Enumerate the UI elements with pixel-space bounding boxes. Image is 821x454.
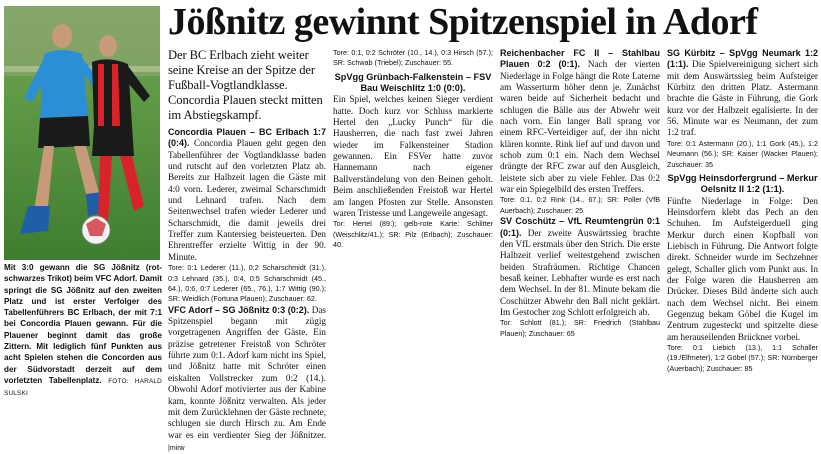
article-4-head: Reichenbacher FC II – Stahlbau Plauen 0:2 (0:1). bbox=[500, 48, 660, 70]
article-5-head: SV Coschütz – VfL Reumtengrün 0:1 (0:1). bbox=[500, 216, 660, 238]
article-7-stats: Tore: 0:1 Liebich (13.), 1:1 Schaller (19./Elfmeter), 1:2 Göbel (57.); SR: Nürnberger (Auerbach); Zuschauer: 85 bbox=[667, 343, 818, 373]
article-1-stats: Tore: 0:1 Lederer (11.), 0:2 Scharschmidt (31.), 0:3 Lehnard (35.), 0:4, 0:5 Scharschmidt (45., 64.), 0:6, 0:7 Lederer (65., 76.), 1:7 Wittig (90.); SR: Weidlich (Fortuna Plauen); Zuschauer: 62. bbox=[168, 263, 326, 304]
photo-credit: FOTO: HARALD SULSKI bbox=[4, 377, 162, 398]
article-5-stats: Tor: Schlott (81.); SR: Friedrich (Stahlbau Plauen); Zuschauer: 65 bbox=[500, 318, 660, 338]
article-6-head: SG Kürbitz – SpVgg Neumark 1:2 (1:1). bbox=[667, 48, 818, 70]
article-2-body: Das Spitzenspiel begann mit zügig vorgetragenen Angriffen der Gäste. Ein präzise getretener Freistoß von Schröter führte zum 0:1. Adorf kam nicht ins Spiel, und Jößnitz hatte mit Schröter einen eiskalten Vollstrecker zum 0:2 (14.). Obwohl Adorf motivierter aus der Kabine kam, konnte Jößnitz verwalten. Als jeder mit dem Zurücklehnen der Gäste rechnete, schlugen sie durch Hirsch zu. Am Ende war es ein verdienter Sieg der Jößnitzer. bbox=[168, 304, 326, 440]
article-6-body: Die Spielvereinigung sichert sich mit dem Auswärtssieg beim Aufsteiger Kürbitz den dritten Platz. Astermann brachte die Gäste in Führung, die Gork kurz vor der Halbzeit egalisierte. In der 56. Minute war es Neumann, der zum 1:2 traf. bbox=[667, 59, 819, 138]
column-1 bbox=[168, 48, 326, 452]
article-5-body: Der zweite Auswärtssieg brachte den VfL erstmals über den Strich. Die erste Halbzeit verlief weitestgehend zwischen beiden Strafräumen. Richtige Chancen besaß keiner. Lebhafter wurde es erst nach dem Wechsel. In der 81. Minute bekam die Coschützer Abwehr den Ball nicht geklärt. Im Gestocher zog Schlott erfolgreich ab. bbox=[500, 227, 661, 318]
photo-caption bbox=[4, 262, 162, 398]
article-2-head: VFC Adorf – SG Jößnitz 0:3 (0:2). bbox=[168, 304, 310, 315]
article-2-signature: |mirw bbox=[168, 444, 185, 452]
article-4-body: Nach der vierten Niederlage in Folge hängt die Rote Laterne am Wasserturm höher denn je. Zunächst waren beide auf Sicherheit bedacht und schlugen die Bälle aus der Abwehr weit nach vorn. Ein langer Ball sprang vor einem RFC-Verteidiger auf, der ihn nicht klären konnte. Rink lief auf und davon und schob zum 0:1 ein. Nach dem Wechsel drängte der RFC zwar auf den Ausgleich, leistete sich aber zu viele Fehler. Das 0:2 war ein Spiegelbild des ersten Treffers. bbox=[500, 59, 661, 195]
article-7-body: Fünfte Niederlage in Folge: Den Heinsdorfern klebt das Pech an den Schuhen. Im Aufsteigerduell ging Merkur durch einen Kopfball von Liebisch in Führung. Die Antwort folgte direkt. Schneider wurde im Sechzehner gelegt, Schaller glich vom Punkt aus. In der Folge waren die Hausherren am Drücker. Dieses Bild änderte sich auch nach dem Wechsel nicht. Bei einem Gegenzug bekam Göbel die Kugel im Zentrum zugesteckt und spitzelte diese am herauseilenden Brückner vorbei. bbox=[667, 195, 818, 342]
article-1-head: Concordia Plauen – BC Erlbach 1:7 (0:4). bbox=[168, 127, 326, 149]
article-4 bbox=[500, 48, 660, 195]
article-3-body: Ein Spiel, welches keinen Sieger verdient hatte. Doch kurz vor Schluss markierte Hertel den „Lucky Punch“ für die Hausherren, die nach fast zwei Jahren wieder im Falkensteiner Stadion gewannen. Ein FSVer hatte zuvor Hannemann nach eigener Ballverständelung von den Beinen geholt. Beim anschließenden Freistoß war Hertel am langen Pfosten zur Stelle. Ansonsten waren Tristesse und Langeweile angesagt. bbox=[333, 94, 493, 218]
headline: Jößnitz gewinnt Spitzenspiel in Adorf bbox=[168, 1, 758, 43]
article-6 bbox=[667, 48, 818, 139]
article-2-stats: Tore: 0:1, 0:2 Schröter (10., 14.), 0:3 Hirsch (57.); SR: Schwab (Triebel); Zuschauer: 55. bbox=[333, 48, 493, 68]
article-4-stats: Tore: 0:1, 0:2 Rink (14., 67.); SR: Poller (VfB Auerbach); Zuschauer: 25 bbox=[500, 195, 660, 215]
column-4 bbox=[667, 48, 818, 398]
article-1-body: Concordia Plauen geht gegen den Tabellenführer der Vogtlandklasse baden und rutscht auf den vorletzten Platz ab. Bereits zur Halbzeit lagen die Gäste mit 4:0 vorn. Lederer, zweimal Scharschmidt und Lehnard trafen. Nach dem Seitenwechsel trafen wieder Lederer und Scharschmidt, die damit jeweils drei Treffer zum Kantersieg beisteuerten. Den Ehrentreffer erzielte Wittig in der 90. Minute. bbox=[168, 138, 326, 262]
article-2 bbox=[168, 305, 326, 454]
article-7-head: SpVgg Heinsdorfergrund – Merkur Oelsnitz II 1:2 (1:1). bbox=[667, 172, 818, 195]
column-2 bbox=[333, 48, 493, 398]
caption-text: Mit 3:0 gewann die SG Jößnitz (rot-schwarzes Trikot) beim VFC Adorf. Damit springt die SG Jößnitz auf den zweiten Platz und ist erster Verfolger des Tabellenführers BC Erlbach, der mit 7:1 bei Concordia Plauen gewann. Für die Plauener beginnt damit das große Zittern. Mit lediglich fünf Punkten aus acht Spielen stehen die Concorden aus der Südvorstadt derzeit auf dem vorletzten Tabellenplatz. bbox=[4, 263, 163, 385]
article-6-stats: Tore: 0:1 Astermann (20.), 1:1 Gork (45.), 1:2 Neumann (56.); SR: Kaiser (Wacker Plauen); Zuschauer: 35 bbox=[667, 138, 818, 169]
article-5 bbox=[500, 216, 660, 318]
column-3 bbox=[500, 48, 660, 398]
match-photo bbox=[4, 6, 160, 260]
lead-paragraph: Der BC Erlbach zieht weiter seine Kreise an der Spitze der Fußball-Vogtlandklasse. Concordia Plauen steckt mitten im Abstiegskampf. bbox=[168, 48, 323, 122]
match-photo-illustration bbox=[4, 6, 160, 260]
article-3-head: SpVgg Grünbach-Falkenstein – FSV Bau Weischlitz 1:0 (0:0). bbox=[334, 71, 492, 94]
article-3-stats: Tor: Hertel (89.); gelb-rote Karte: Schlitter (Weischlitz/41.); SR: Pilz (Erlbach); Zuschauer: 40. bbox=[333, 219, 493, 249]
article-1 bbox=[168, 127, 326, 263]
